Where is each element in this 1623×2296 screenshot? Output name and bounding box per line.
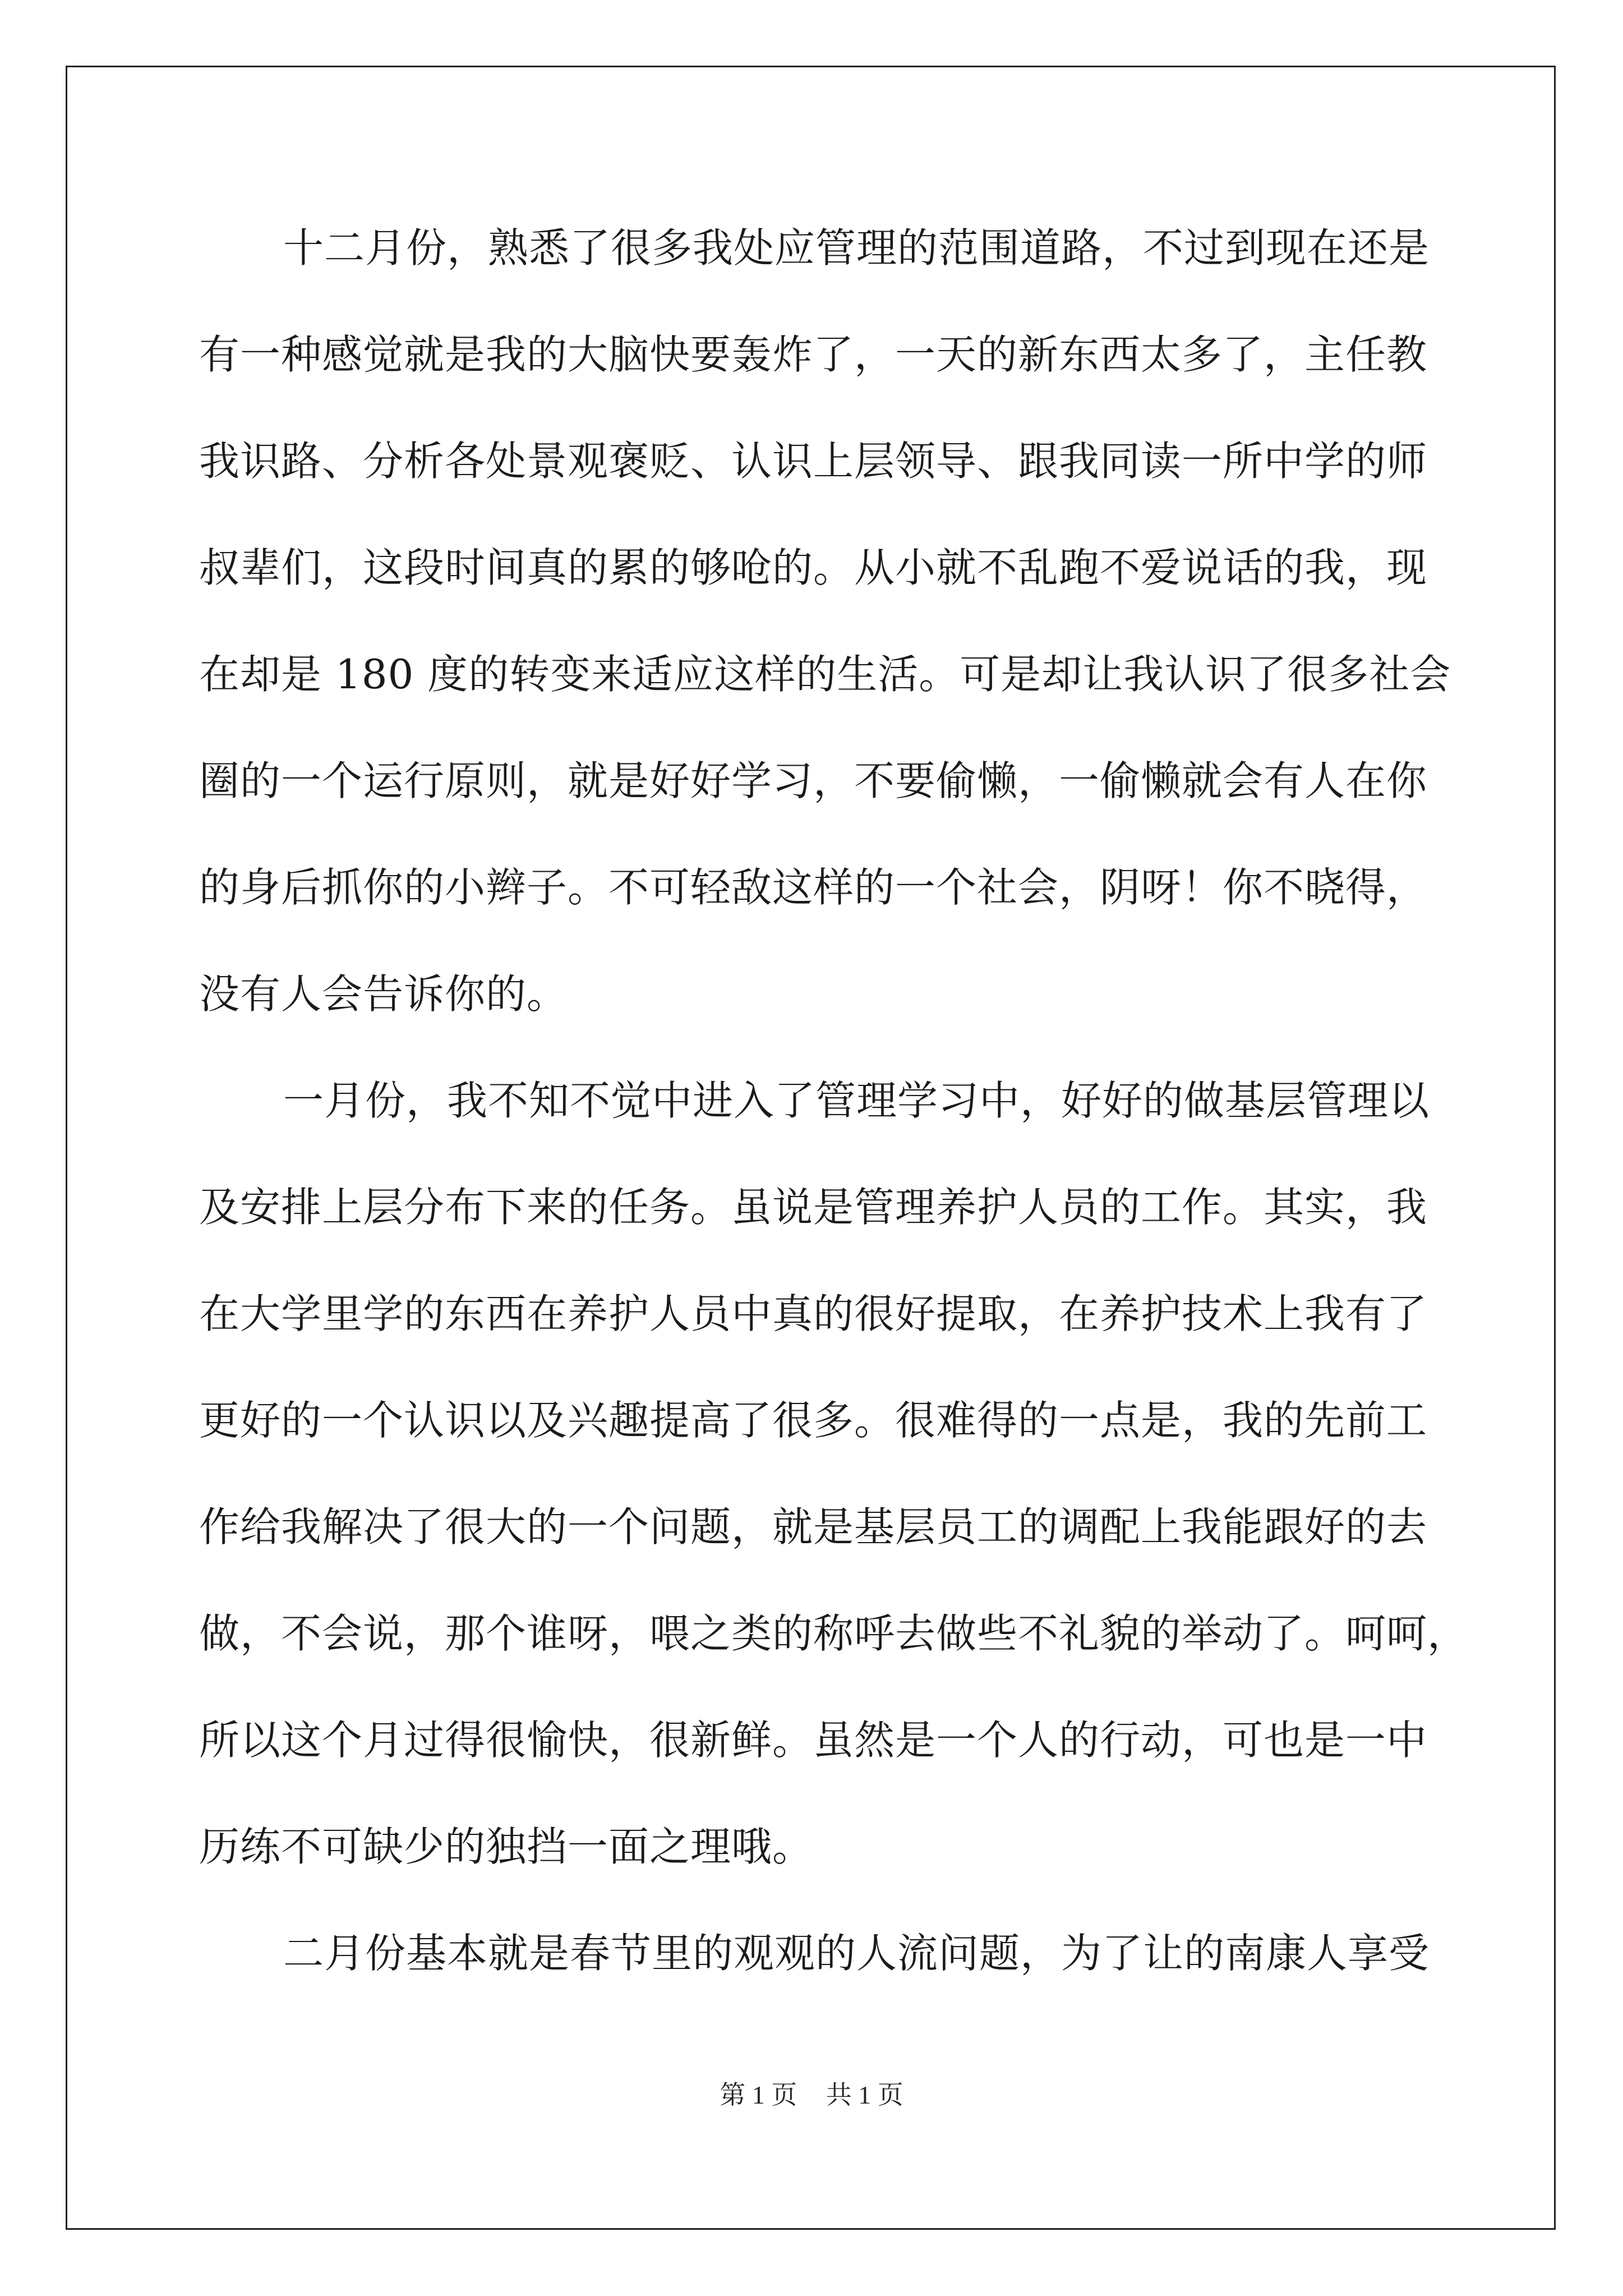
page-total: 共 1 页 bbox=[826, 2081, 903, 2109]
text-line: 一月份，我不知不觉中进入了管理学习中，好好的做基层管理以 bbox=[283, 1077, 1430, 1124]
text-line: 没有人会告诉你的。 bbox=[199, 970, 568, 1018]
text-line: 的身后抓你的小辫子。不可轻敌这样的一个社会，阴呀！你不晓得， bbox=[199, 864, 1428, 911]
text-line: 作给我解决了很大的一个问题，就是基层员工的调配上我能跟好的去 bbox=[199, 1503, 1428, 1550]
text-line: 圈的一个运行原则，就是好好学习，不要偷懒，一偷懒就会有人在你 bbox=[199, 757, 1428, 804]
page-footer bbox=[0, 2074, 1623, 2111]
text-line: 有一种感觉就是我的大脑快要轰炸了，一天的新东西太多了，主任教 bbox=[199, 331, 1428, 378]
text-line: 在大学里学的东西在养护人员中真的很好提取，在养护技术上我有了 bbox=[199, 1290, 1428, 1337]
text-line: 叔辈们，这段时间真的累的够呛的。从小就不乱跑不爱说话的我，现 bbox=[199, 544, 1428, 591]
document-body bbox=[199, 220, 1469, 2032]
text-line: 及安排上层分布下来的任务。虽说是管理养护人员的工作。其实，我 bbox=[199, 1184, 1428, 1231]
text-line: 二月份基本就是春节里的观观的人流问题，为了让的南康人享受 bbox=[283, 1930, 1430, 1977]
text-line: 十二月份，熟悉了很多我处应管理的范围道路，不过到现在还是 bbox=[283, 224, 1430, 272]
text-line: 做，不会说，那个谁呀，喂之类的称呼去做些不礼貌的举动了。呵呵， bbox=[199, 1610, 1469, 1657]
text-line: 我识路、分析各处景观褒贬、认识上层领导、跟我同读一所中学的师 bbox=[199, 438, 1428, 485]
text-line: 更好的一个认识以及兴趣提高了很多。很难得的一点是，我的先前工 bbox=[199, 1397, 1428, 1444]
page-number: 第 1 页 bbox=[720, 2081, 797, 2109]
text-line: 在却是 180 度的转变来适应这样的生活。可是却让我认识了很多社会 bbox=[199, 651, 1451, 698]
text-line: 所以这个月过得很愉快，很新鲜。虽然是一个人的行动，可也是一中 bbox=[199, 1717, 1428, 1764]
text-line: 历练不可缺少的独挡一面之理哦。 bbox=[199, 1823, 814, 1870]
